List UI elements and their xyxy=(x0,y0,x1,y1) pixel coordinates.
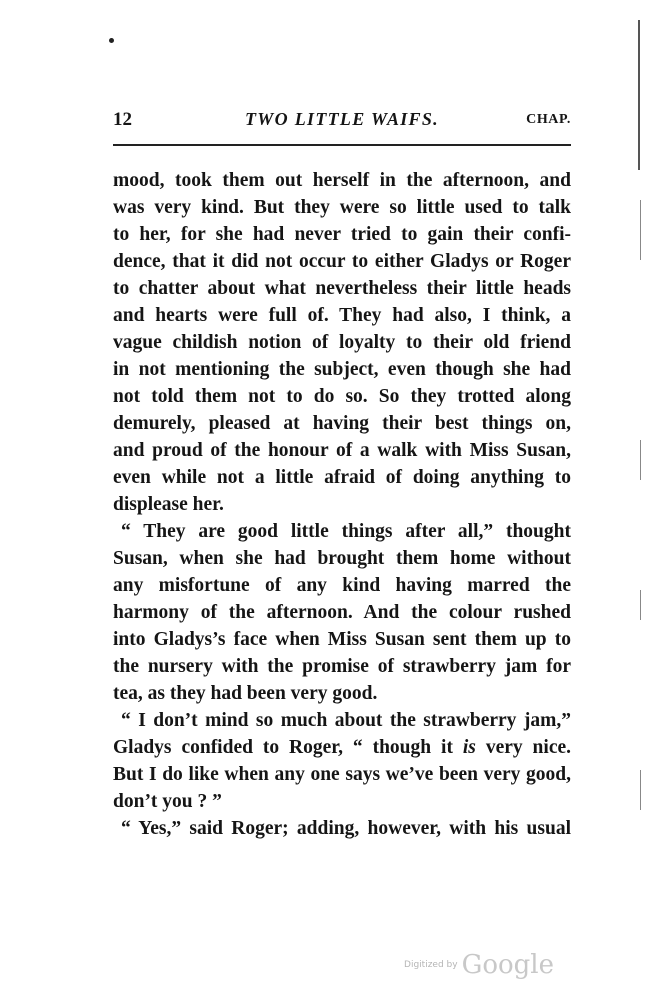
text-line: to chatter about what nevertheless their little heads xyxy=(113,278,571,299)
italic-emphasis: is xyxy=(462,737,476,758)
text-line: don’t you ? ” xyxy=(113,791,222,812)
text-line: in not mentioning the subject, even though she had xyxy=(113,359,571,380)
text-line: demurely, pleased at having their best things on, xyxy=(113,413,571,434)
header-rule xyxy=(113,144,571,146)
text-line: into Gladys’s face when Miss Susan sent them up to xyxy=(113,629,571,650)
text-line: “ They are good little things after all,” thought xyxy=(121,521,571,542)
page-number: 12 xyxy=(113,109,132,130)
text-line: and proud of the honour of a walk with Miss Susan, xyxy=(113,440,571,461)
text-line: But I do like when any one says we’ve been very good, xyxy=(113,764,571,785)
text-line: was very kind. But they were so little used to talk xyxy=(113,197,571,218)
text-line: any misfortune of any kind having marred the xyxy=(113,575,571,596)
text-line: even while not a little afraid of doing anything to xyxy=(113,467,571,488)
digitized-by-label: Digitized by xyxy=(404,960,458,970)
text-line: dence, that it did not occur to either Gladys or Roger xyxy=(113,251,571,272)
text-line-mixed xyxy=(113,734,571,761)
google-wordmark: Google xyxy=(461,950,554,980)
text-fragment: very nice. xyxy=(475,737,572,758)
text-line: and hearts were full of. They had also, I think, a xyxy=(113,305,571,326)
chapter-label: CHAP. xyxy=(526,112,571,127)
text-line: the nursery with the promise of strawberry jam for xyxy=(113,656,571,677)
text-line: tea, as they had been very good. xyxy=(113,683,378,704)
text-line: harmony of the afternoon. And the colour rushed xyxy=(113,602,571,623)
running-header xyxy=(113,109,571,133)
page-edge-fragment xyxy=(640,590,641,620)
page-edge-line xyxy=(638,20,640,170)
page-edge-fragment xyxy=(640,200,641,260)
text-line: displease her. xyxy=(113,494,224,515)
google-digitized-watermark xyxy=(404,950,554,980)
text-line: “ Yes,” said Roger; adding, however, with his usual xyxy=(121,818,571,839)
text-line: mood, took them out herself in the afternoon, and xyxy=(113,170,571,191)
text-line: “ I don’t mind so much about the strawberry jam,” xyxy=(121,710,571,731)
page-edge-fragment xyxy=(640,440,641,480)
text-line: not told them not to do so. So they trotted along xyxy=(113,386,571,407)
text-line: to her, for she had never tried to gain their confi- xyxy=(113,224,571,245)
running-title: TWO LITTLE WAIFS. xyxy=(245,109,439,129)
text-line: vague childish notion of loyalty to their old friend xyxy=(113,332,571,353)
body-text xyxy=(113,167,571,842)
text-fragment: Gladys confided to Roger, “ though it xyxy=(113,737,453,758)
text-line: Susan, when she had brought them home without xyxy=(113,548,571,569)
page-edge-fragment xyxy=(640,770,641,810)
stray-dot-mark xyxy=(109,38,114,43)
